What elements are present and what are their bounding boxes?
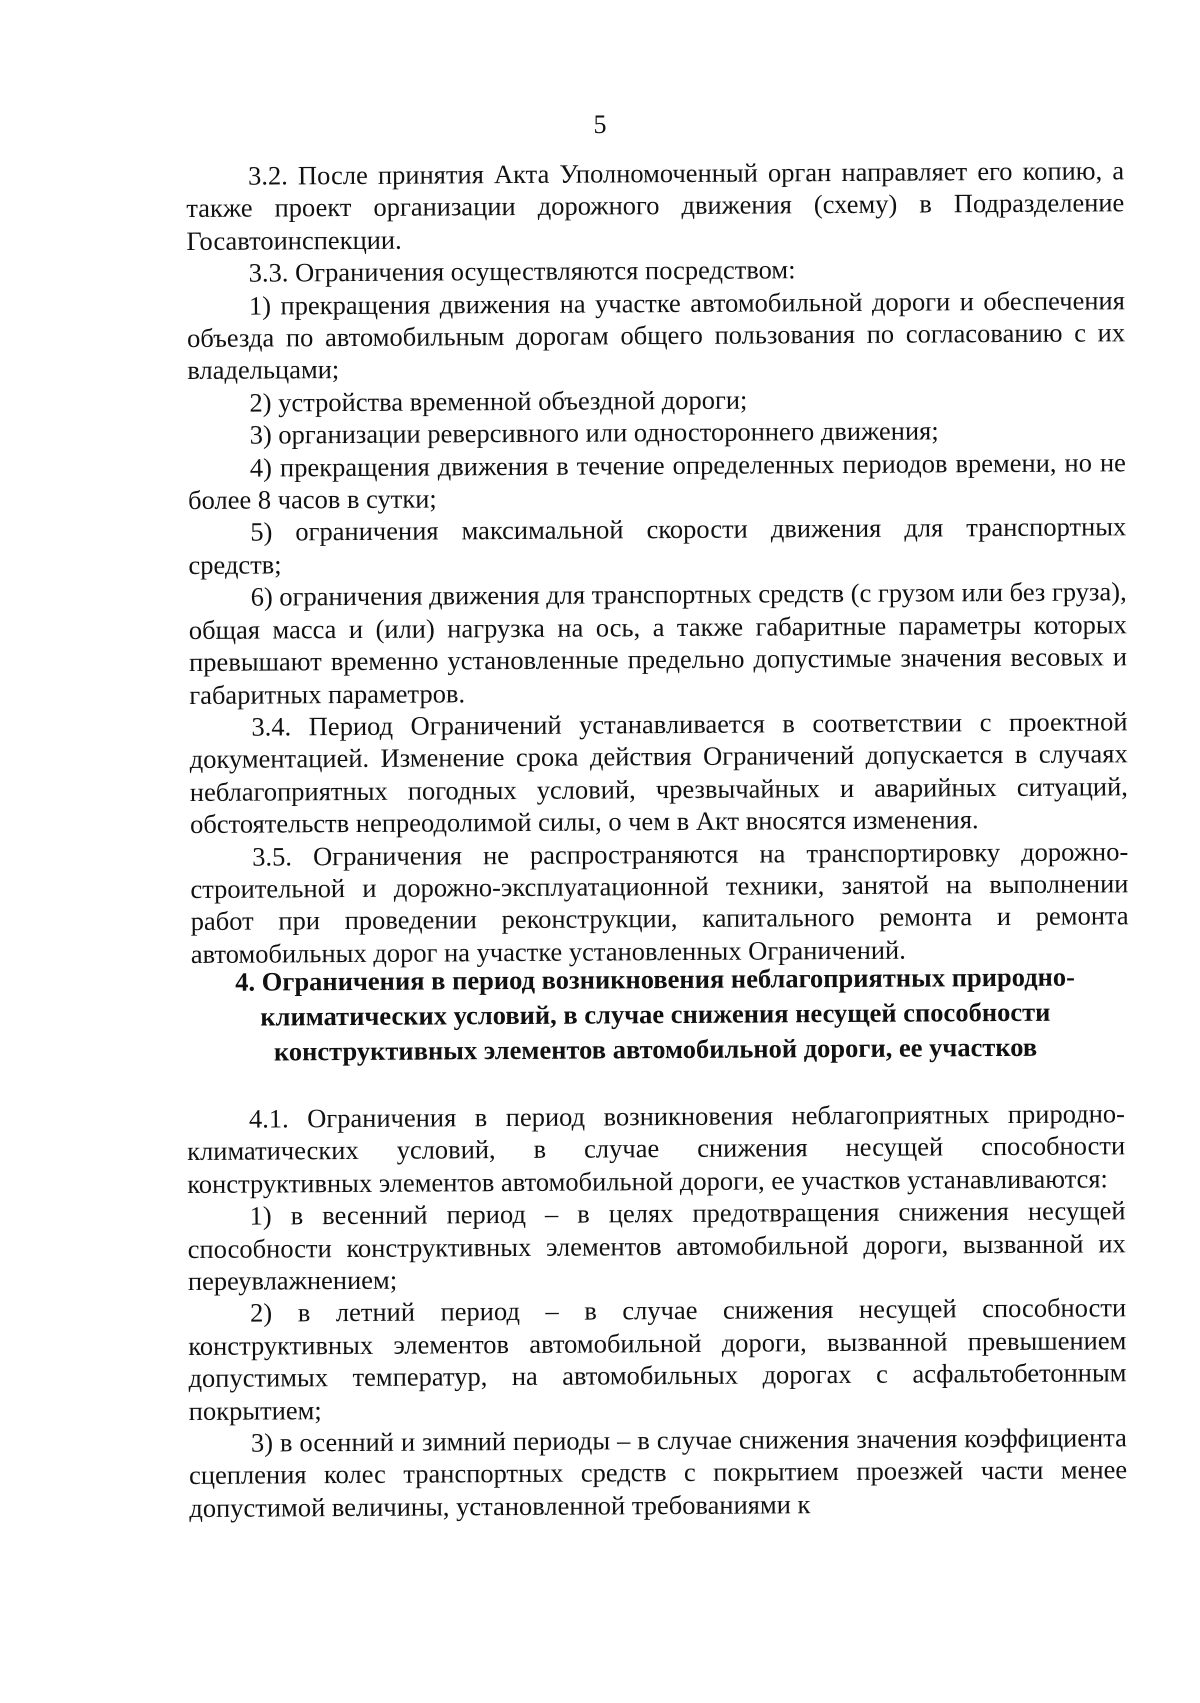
- paragraph-4-1: 4.1. Ограничения в период возникновения неблагоприятных природно-климатических условий, в случае снижения несущей способности конструктивных элементов автомобильной дороги, ее участков устанавливаются:: [187, 1098, 1126, 1199]
- paragraph-3-5: 3.5. Ограничения не распространяются на транспортировку дорожно-строительной и дорожно-эксплуатационной техники, занятой на выполнении работ при проведении реконструкции, капитального ремонта и ремонта автомобильных дорог на участке установленных Ограничений.: [190, 835, 1129, 969]
- list-item-4-1-1: 1) в весенний период – в целях предотвращения снижения несущей способности конструктивных элементов автомобильной дороги, вызванной их переувлажнением;: [187, 1195, 1126, 1297]
- list-item-3-3-2: 2) устройства временной объездной дороги;: [249, 384, 748, 418]
- list-item-3-3-1: 1) прекращения движения на участке автомобильной дороги и обеспечения объезда по автомобильным дорогам общего пользования по согласованию с их владельцами;: [186, 284, 1126, 386]
- list-item-3-3-3: 3) организации реверсивного или одностороннего движения;: [249, 415, 939, 450]
- list-item-4-1-2: 2) в летний период – в случае снижения несущей способности конструктивных элементов автомобильной дороги, вызванной превышением допустимых температур, на автомобильных дорогах с асфальтобетонным покрытием;: [188, 1292, 1127, 1426]
- section-4-heading: 4. Ограничения в период возникновения неблагоприятных природно-климатических условий, в случае снижения несущей способности конструктивных элементов автомобильной дороги, ее участков: [235, 961, 1076, 1067]
- list-item-4-1-3: 3) в осенний и зимний периоды – в случае снижения значения коэффициента сцепления колес транспортных средств с покрытием проезжей части менее допустимой величины, установленной требованиями к: [189, 1422, 1128, 1523]
- paragraph-3-4: 3.4. Период Ограничений устанавливается в соответствии с проектной документацией. Изменение срока действия Ограничений допускается в случаях неблагоприятных погодных условий, чрезвычайных и аварийных ситуаций, обстоятельств непреодолимой силы, о чем в Акт вносятся изменения.: [189, 706, 1128, 840]
- paragraph-3-3: 3.3. Ограничения осуществляются посредством:: [248, 254, 796, 288]
- list-item-3-3-6: 6) ограничения движения для транспортных средств (с грузом или без груза), общая масса и (или) нагрузка на ось, а также габаритные параметры которых превышают временно установленные предельно допустимые значения весовых и габаритных параметров.: [188, 576, 1128, 710]
- list-item-3-3-4: 4) прекращения движения в течение определенных периодов времени, но не более 8 часов в сутки;: [187, 446, 1126, 516]
- paragraph-3-2: 3.2. После принятия Акта Уполномоченный орган направляет его копию, а также проект организации дорожного движения (схему) в Подразделение Госавтоинспекции.: [186, 155, 1125, 256]
- page-number: 5: [593, 110, 607, 139]
- list-item-3-3-5: 5) ограничения максимальной скорости движения для транспортных средств;: [188, 511, 1127, 580]
- section-4-body: [186, 959, 1127, 1524]
- section-3-body: [186, 154, 1129, 970]
